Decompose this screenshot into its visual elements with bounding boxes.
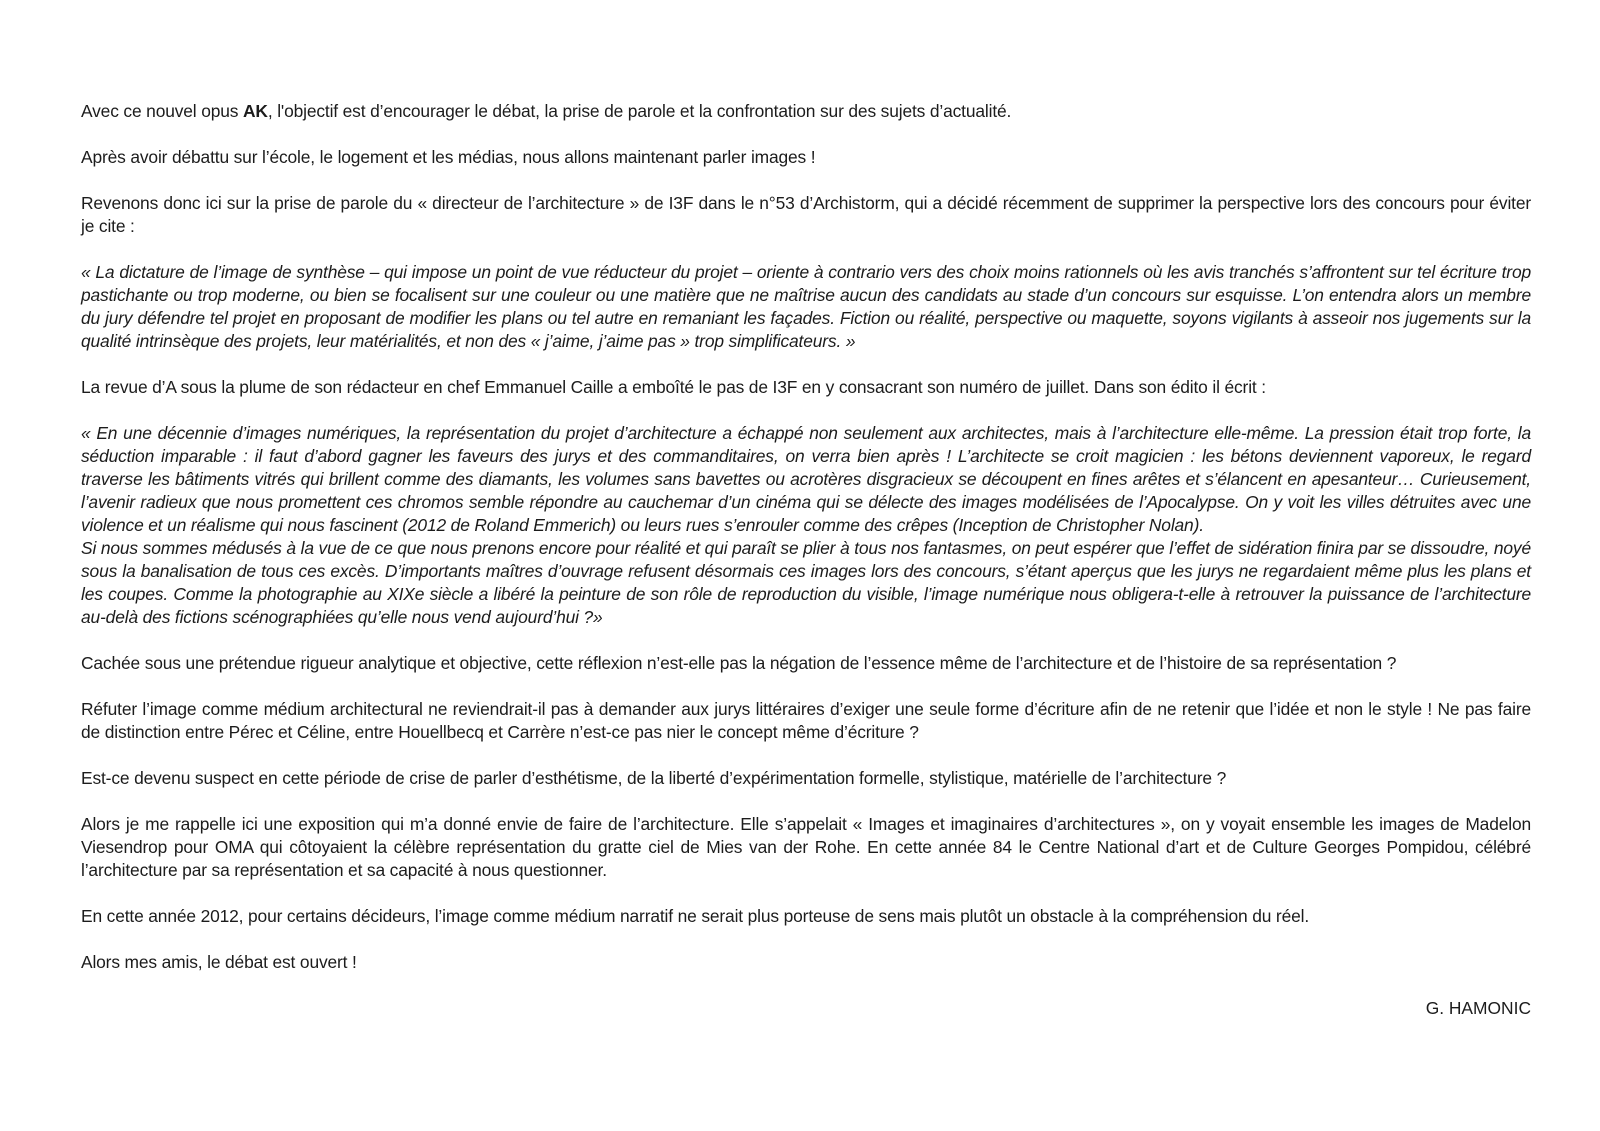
brand-name: AK <box>243 101 268 121</box>
paragraph-topics: Après avoir débattu sur l’école, le logement et les médias, nous allons maintenant parler images ! <box>81 147 816 167</box>
paragraph-exposition: Alors je me rappelle ici une exposition qui m’a donné envie de faire de l’architecture. Elle s’appelait « Images et imaginaires d’architectures », on y voyait ensemble les images de Madelon Viesendrop pour OMA qui côtoyaient la célèbre représentation du gratte ciel de Mies van der Rohe. En cette année 84 le Centre National d’art et de Culture Georges Pompidou, célébré l’architecture par sa représentation et sa capacité à nous questionner. <box>81 814 1531 880</box>
article-body <box>81 100 1531 1043</box>
intro-paragraph <box>81 100 1531 123</box>
signature: G. HAMONIC <box>1425 998 1531 1018</box>
paragraph-refuter: Réfuter l’image comme médium architectural ne reviendrait-il pas à demander aux jurys littéraires d’exiger une seule forme d’écriture afin de ne retenir que l’idée et non le style ! Ne pas faire de distinction entre Pérec et Céline, entre Houellbecq et Carrère n’est-ce pas nier le concept même d’écriture ? <box>81 699 1531 742</box>
paragraph-question: Cachée sous une prétendue rigueur analytique et objective, cette réflexion n’est-elle pas la négation de l’essence même de l’architecture et de l’histoire de sa représentation ? <box>81 653 1397 673</box>
paragraph-2012: En cette année 2012, pour certains décideurs, l’image comme médium narratif ne serait plus porteuse de sens mais plutôt un obstacle à la compréhension du réel. <box>81 906 1310 926</box>
intro-text-before: Avec ce nouvel opus <box>81 101 243 121</box>
paragraph-context: Revenons donc ici sur la prise de parole du « directeur de l’architecture » de I3F dans le n°53 d’Archistorm, qui a décidé récemment de supprimer la perspective lors des concours pour éviter je cite : <box>81 193 1531 236</box>
paragraph-revue-da: La revue d’A sous la plume de son rédacteur en chef Emmanuel Caille a emboîté le pas de I3F en y consacrant son numéro de juillet. Dans son édito il écrit : <box>81 377 1266 397</box>
quote-i3f: « La dictature de l’image de synthèse – qui impose un point de vue réducteur du projet – oriente à contrario vers des choix moins rationnels où les avis tranchés s’affrontent sur tel écriture trop pastichante ou trop moderne, ou bien se focalisent sur une couleur ou une matière que ne maîtrise aucun des candidats au stade d’un concours sur esquisse. L’on entendra alors un membre du jury défendre tel projet en proposant de modifier les plans ou tel autre en remaniant les façades. Fiction ou réalité, perspective ou maquette, soyons vigilants à asseoir nos jugements sur la qualité intrinsèque des projets, leur matérialités, et non des « j’aime, j’aime pas » trop simplificateurs. » <box>81 262 1531 351</box>
intro-text-after: , l'objectif est d’encourager le débat, la prise de parole et la confrontation sur des sujets d’actualité. <box>267 101 1012 121</box>
quote-edito <box>81 422 1531 629</box>
quote-edito-part-1: « En une décennie d’images numériques, la représentation du projet d’architecture a échappé non seulement aux architectes, mais à l’architecture elle-même. La pression était trop forte, la séduction imparable : il faut d’abord gagner les faveurs des jurys et des commanditaires, on verra bien après ! L’architecte se croit magicien : les bétons deviennent vaporeux, le regard traverse les bâtiments vitrés qui brillent comme des diamants, les volumes sans bavettes ou acrotères disgracieux se découpent en fines arêtes et s’élancent en apesanteur… Curieusement, l’avenir radieux que nous promettent ces chromos semble répondre au cauchemar d’un cinéma qui se délecte des images modélisées de l’Apocalypse. On y voit les villes détruites avec une violence et un réalisme qui nous fascinent (2012 de Roland Emmerich) ou leurs rues s’enrouler comme des crêpes (Inception de Christopher Nolan). <box>81 423 1531 535</box>
paragraph-suspect: Est-ce devenu suspect en cette période de crise de parler d’esthétisme, de la liberté d’expérimentation formelle, stylistique, matérielle de l’architecture ? <box>81 768 1227 788</box>
paragraph-closing: Alors mes amis, le débat est ouvert ! <box>81 952 357 972</box>
quote-edito-part-2: Si nous sommes médusés à la vue de ce que nous prenons encore pour réalité et qui paraît se plier à tous nos fantasmes, on peut espérer que l’effet de sidération finira par se dissoudre, noyé sous la banalisation de tous ces excès. D’importants maîtres d’ouvrage refusent désormais ces images lors des concours, s’étant aperçus que les jurys ne regardaient même plus les plans et les coupes. Comme la photographie au XIXe siècle a libéré la peinture de son rôle de reproduction du visible, l’image numérique nous obligera-t-elle à retrouver la puissance de l’architecture au-delà des fictions scénographiées qu’elle nous vend aujourd’hui ?» <box>81 538 1531 627</box>
